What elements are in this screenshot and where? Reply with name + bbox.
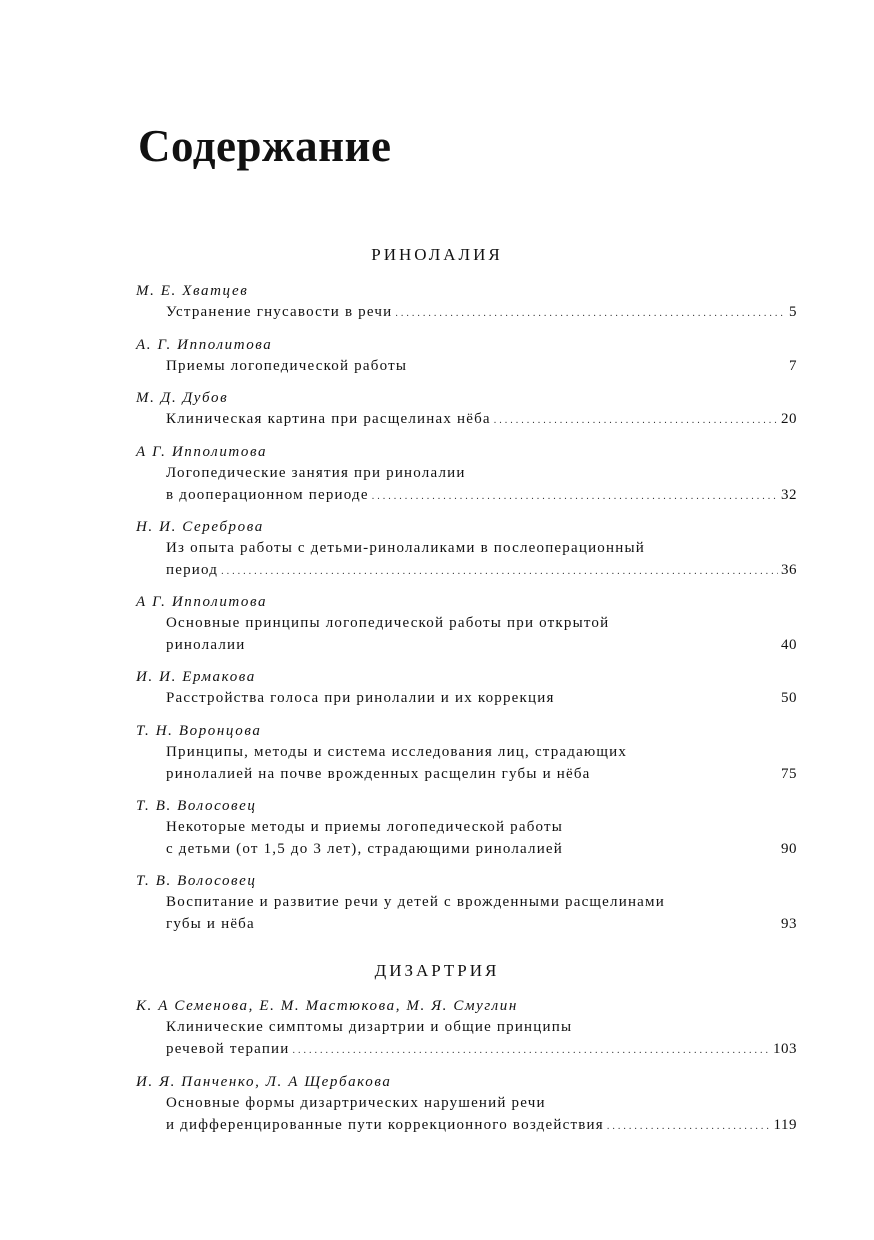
- entry-page-number: 119: [773, 1116, 797, 1133]
- entry-author: А Г. Ипполитова: [136, 444, 268, 460]
- entry-title: Основные формы дизартрических нарушений речи: [166, 1095, 546, 1111]
- entry-title: Некоторые методы и приемы логопедической работы: [166, 819, 564, 835]
- entry-title: ринолалии: [166, 636, 246, 653]
- entry-page-number: 93: [781, 915, 797, 932]
- entry-title: речевой терапии: [166, 1040, 290, 1057]
- toc-entry: [136, 870, 797, 935]
- entry-title-line: [166, 485, 797, 508]
- entry-page-number: 7: [789, 358, 797, 374]
- leader-dots: [494, 410, 778, 432]
- toc-entry: [136, 720, 797, 785]
- toc-entry: [136, 280, 797, 325]
- toc-entry: [136, 666, 797, 710]
- page-title: Содержание: [138, 121, 392, 171]
- entry-title: Расстройства голоса при ринолалии и их коррекция: [166, 690, 555, 706]
- entry-page-number: 90: [781, 840, 797, 857]
- leader-dots: [221, 561, 778, 583]
- entry-title-line: [166, 1039, 797, 1062]
- entry-page-number: 75: [781, 765, 797, 782]
- entry-title-line: [166, 409, 797, 432]
- entry-page-number: 36: [781, 561, 797, 578]
- entry-page-number: 103: [773, 1040, 797, 1057]
- entry-title-line: [166, 538, 797, 560]
- entry-page-number: 20: [781, 411, 797, 427]
- toc-entry: [136, 334, 797, 378]
- entry-title-line: [166, 560, 797, 583]
- entry-title: Основные принципы логопедической работы при открытой: [166, 615, 610, 631]
- entry-author: М. Д. Дубов: [136, 390, 229, 406]
- entry-page-number: 5: [789, 304, 797, 320]
- entry-title-line: [166, 817, 797, 839]
- entry-title: Из опыта работы с детьми-ринолаликами в послеоперационный: [166, 540, 645, 556]
- entry-title: губы и нёба: [166, 915, 255, 932]
- entry-title: и дифференцированные пути коррекционного воздействия: [166, 1116, 604, 1133]
- section-heading-dysarthria: ДИЗАРТРИЯ: [374, 961, 500, 980]
- entry-author: А. Г. Ипполитова: [136, 337, 273, 353]
- section-heading-rhinolalia: РИНОЛАЛИЯ: [371, 245, 503, 264]
- toc-entry: [136, 441, 797, 507]
- entry-title: в дооперационном периоде: [166, 486, 369, 503]
- entry-title: период: [166, 561, 219, 578]
- entry-title: ринолалией на почве врожденных расщелин губы и нёба: [166, 765, 591, 782]
- entry-author: Т. В. Волосовец: [136, 873, 257, 889]
- entry-title-line: [166, 1017, 797, 1039]
- entry-title-line: [166, 1115, 797, 1138]
- entry-title-line: [166, 613, 797, 635]
- leader-dots: [607, 1116, 771, 1138]
- entry-title-line: [166, 463, 797, 485]
- entry-title-line: [166, 688, 797, 710]
- entry-title: Логопедические занятия при ринолалии: [166, 465, 466, 481]
- toc-entry: [136, 795, 797, 860]
- entry-page-number: 32: [781, 486, 797, 503]
- entry-author: И. И. Ермакова: [136, 669, 256, 685]
- entry-author: М. Е. Хватцев: [136, 283, 249, 299]
- leader-dots: [395, 303, 786, 325]
- toc-entry: [136, 387, 797, 432]
- entry-title: с детьми (от 1,5 до 3 лет), страдающими ринолалией: [166, 840, 564, 857]
- entry-title-line: [166, 914, 797, 936]
- entry-page-number: 40: [781, 636, 797, 653]
- leader-dots: [372, 486, 778, 508]
- toc-entry: [136, 591, 797, 656]
- entry-author: Т. В. Волосовец: [136, 798, 257, 814]
- entry-title-line: [166, 635, 797, 657]
- entry-title-line: [166, 764, 797, 786]
- entry-title-line: [166, 302, 797, 325]
- entry-title-line: [166, 892, 797, 914]
- toc-entry: [136, 516, 797, 582]
- entry-title: Воспитание и развитие речи у детей с врожденными расщелинами: [166, 894, 665, 910]
- entry-author: Н. И. Сереброва: [136, 519, 264, 535]
- entry-author: И. Я. Панченко, Л. А Щербакова: [136, 1074, 392, 1090]
- entry-title-line: [166, 356, 797, 378]
- toc-entry: [136, 1071, 797, 1137]
- entry-page-number: 50: [781, 690, 797, 706]
- entry-author: А Г. Ипполитова: [136, 594, 268, 610]
- entry-title-line: [166, 1093, 797, 1115]
- entry-author: Т. Н. Воронцова: [136, 723, 262, 739]
- entry-title: Клинические симптомы дизартрии и общие принципы: [166, 1019, 573, 1035]
- entry-title: Приемы логопедической работы: [166, 358, 408, 374]
- entry-title-line: [166, 742, 797, 764]
- entry-title: Устранение гнусавости в речи: [166, 304, 393, 320]
- entry-author: К. А Семенова, Е. М. Мастюкова, М. Я. Смуглин: [136, 998, 518, 1014]
- toc-entry: [136, 995, 797, 1061]
- entry-title: Клиническая картина при расщелинах нёба: [166, 411, 491, 427]
- entry-title-line: [166, 839, 797, 861]
- entry-title: Принципы, методы и система исследования лиц, страдающих: [166, 744, 628, 760]
- leader-dots: [293, 1040, 771, 1062]
